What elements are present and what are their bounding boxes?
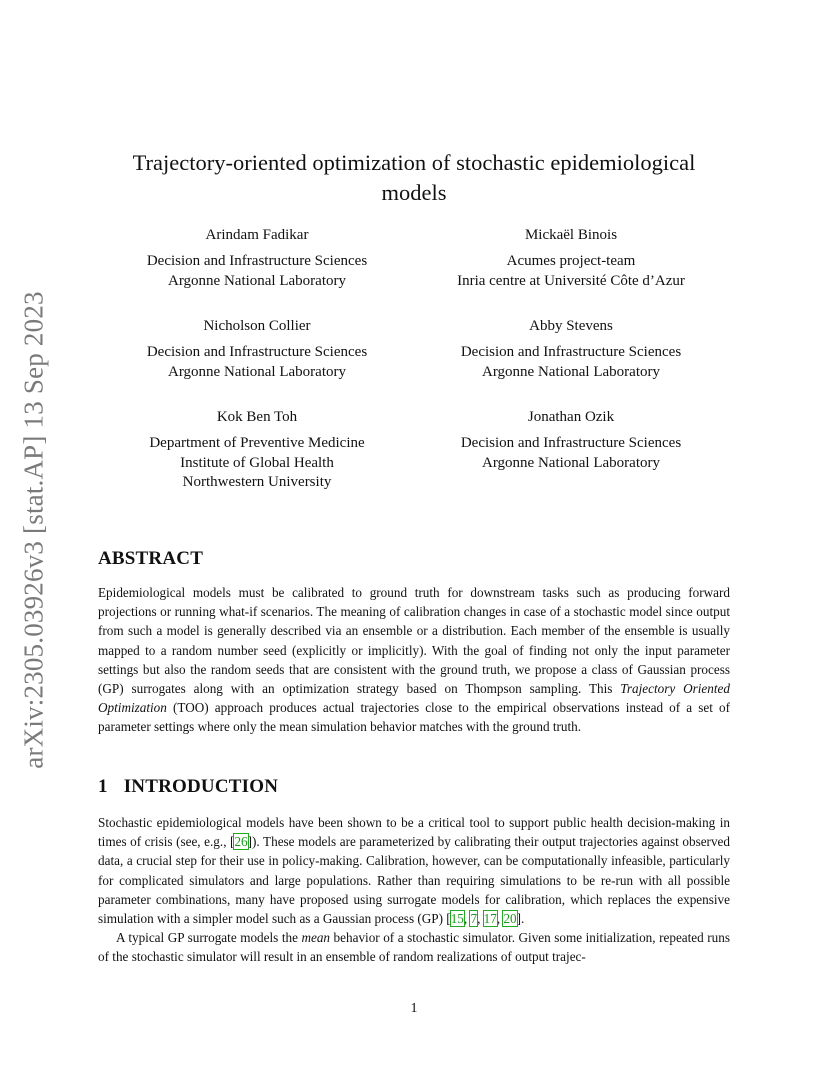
author-row [100,317,728,382]
author-affiliation-line: Decision and Infrastructure Sciences [460,344,682,360]
page-number: 1 [410,1001,418,1016]
author-name: Mickaël Binois [524,227,618,243]
author-row [100,226,728,291]
author-row [100,408,728,493]
author-name: Nicholson Collier [203,318,311,334]
author-affiliation-line: Inria centre at Université Côte d’Azur [457,272,685,289]
author-affiliation-line: Acumes project-team [506,253,636,269]
citation-link[interactable]: 20 [503,911,517,927]
author-affiliation-line: Decision and Infrastructure Sciences [460,435,682,451]
author-affiliation-line: Department of Preventive Medicine [149,435,365,451]
author-affiliation-line: Decision and Infrastructure Sciences [146,344,368,360]
abstract-text-part: Epidemiological models must be calibrated to ground truth for downstream tasks such as producing forward projections or running what-if scenarios. The meaning of calibration changes in case of a stochastic model since output from such a model is generally described via an ensemble or a distribution. Each member of the ensemble is usually mapped to a random number seed (explicitly or implicitly). With the goal of finding not only the input parameter settings but also the random seeds that are consistent with the ground truth, we propose a class of Gaussian process (GP) surrogates along with an optimization strategy based on Thompson sampling. This [98,585,730,697]
paragraph: Stochastic epidemiological models have been shown to be a critical tool to support public health decision-making in times of crisis (see, e.g., [26]). These models are parameterized by calibrating their output trajectories against observed data, a crucial step for their use in policy-making. Calibration, however, can be computationally infeasible, particularly for complicated simulators and large populations. Rather than requiring simulations to be re-run with all possible parameter combinations, many have proposed using surrogate models for calibration, which replaces the expensive simulation with a simpler model such as a Gaussian process (GP) [15, 7, 17, 20]. [98,815,730,927]
author-affiliation-line: Argonne National Laboratory [481,363,660,380]
author-affiliation-line: Argonne National Laboratory [167,272,346,289]
author-name: Arindam Fadikar [205,227,309,243]
abstract-emphasis: Trajectory Oriented Optimization [98,681,730,716]
author [414,408,728,493]
author-name: Abby Stevens [529,318,613,334]
author-affiliation-line: Northwestern University [182,474,332,490]
abstract-heading: ABSTRACT [98,548,204,569]
paragraph-emphasis: mean [301,930,331,946]
introduction-text [98,813,730,967]
author [414,226,728,291]
section-title: INTRODUCTION [123,776,279,797]
author [414,317,728,382]
paragraph-text: ]. [516,911,525,927]
paper-title: Trajectory-oriented optimization of stochastic epidemiological models [132,150,696,205]
author [100,317,414,382]
paragraph-text: behavior of a stochastic simulator. Given some initialization, repeated runs of the stochastic simulator will result in an ensemble of random realizations of output trajec- [98,930,730,965]
abstract-text-part: (TOO) approach produces actual trajectories close to the empirical observations instead of a set of parameter settings where only the mean simulation behavior matches with the ground truth. [98,700,730,735]
citation-link[interactable]: 17 [483,911,497,927]
paragraph-text: ]). These models are parameterized by calibrating their output trajectories against observed data, a crucial step for their use in policy-making. Calibration, however, can be computationally infeasible, particularly for complicated simulators and large populations. Rather than requiring simulations to be re-run with all possible parameter combinations, many have proposed using surrogate models for calibration, which replaces the expensive simulation with a simpler model such as a Gaussian process (GP) [ [98,834,730,927]
author-affiliation-line: Decision and Infrastructure Sciences [146,253,368,269]
author-affiliation-line: Argonne National Laboratory [481,454,660,471]
author-affiliation-line: Argonne National Laboratory [167,363,346,380]
paragraph [98,928,730,966]
citation-link[interactable]: 7 [470,911,478,927]
abstract-text [98,583,730,737]
author [100,226,414,291]
citation-link[interactable]: 15 [450,911,464,927]
author-block [100,226,728,519]
author-name: Kok Ben Toh [216,409,298,425]
author-name: Jonathan Ozik [527,409,615,425]
arxiv-identifier[interactable]: arXiv:2305.03926v3 [stat.AP] 13 Sep 2023 [18,291,49,769]
author [100,408,414,493]
paragraph-text: Stochastic epidemiological models have been shown to be a critical tool to support public health decision-making in times of crisis (see, e.g., [ [98,815,730,850]
section-heading-introduction [98,776,278,798]
section-number: 1 [98,776,108,797]
paragraph-text: A typical GP surrogate models the [116,930,302,946]
citation-link[interactable]: 26 [234,834,248,850]
author-affiliation-line: Institute of Global Health [180,454,334,471]
